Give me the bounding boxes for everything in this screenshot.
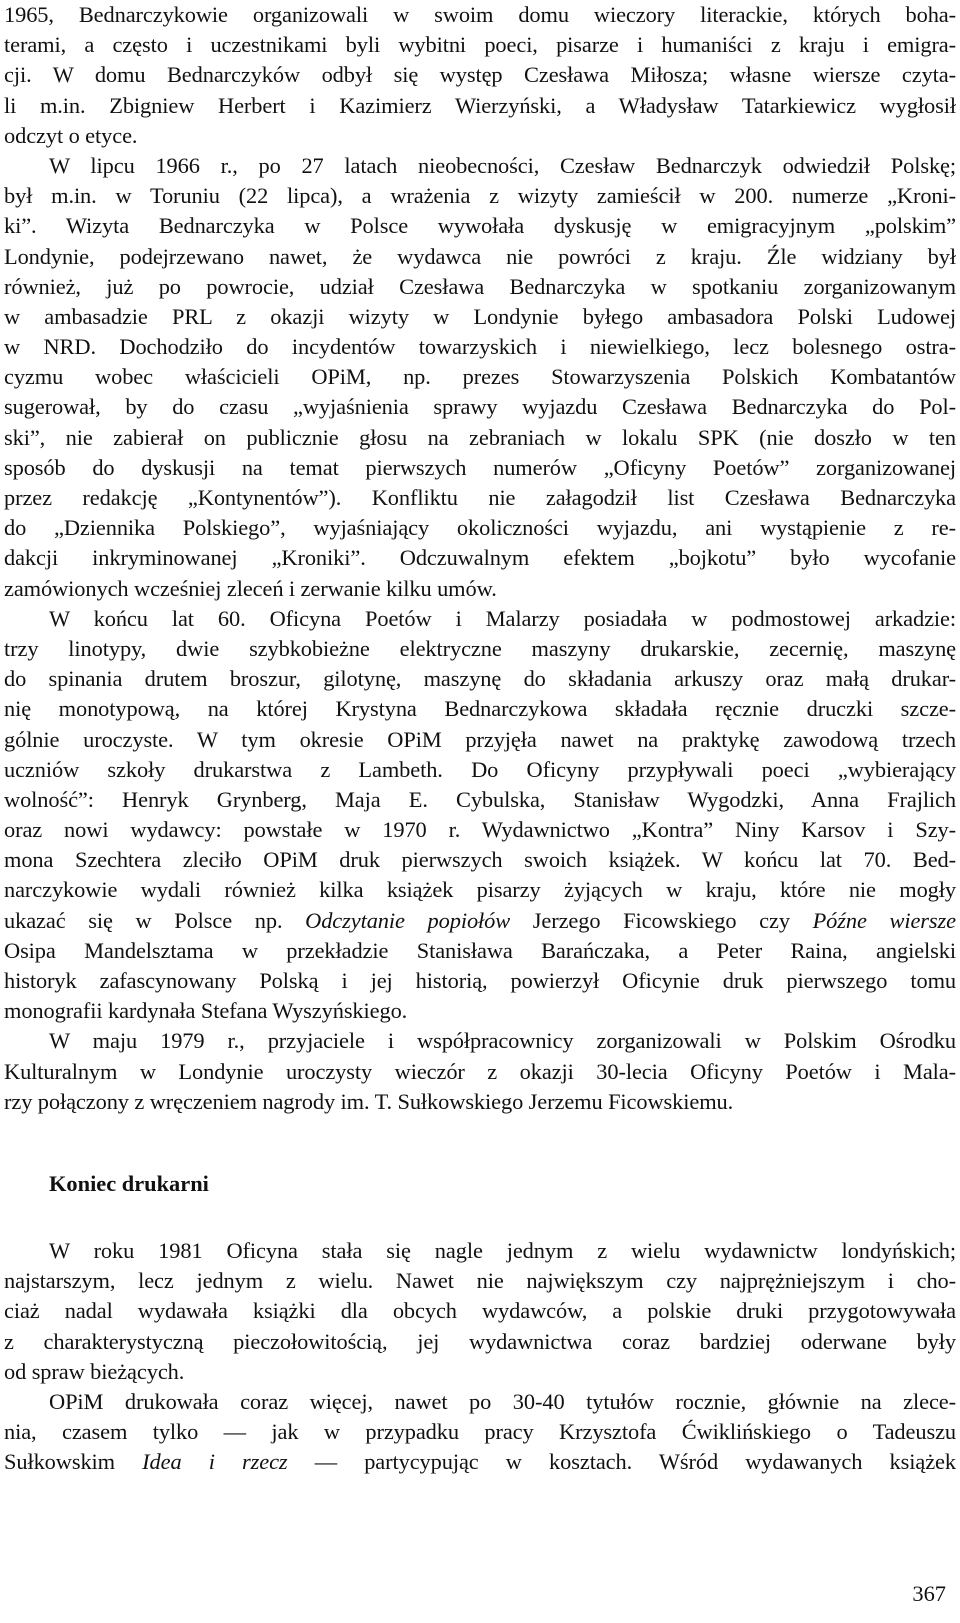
text-line: historyk zafascynowany Polską i jej historią, powierzył Oficynie druk pierwszego tomu: [4, 968, 956, 993]
text-line: W roku 1981 Oficyna stała się nagle jednym z wielu wydawnictw londyńskich;: [49, 1237, 956, 1263]
text-line: Kulturalnym w Londynie uroczysty wieczór z okazji 30-lecia Oficyny Poetów i Mala-: [4, 1058, 956, 1084]
spacer: [4, 1206, 956, 1236]
paragraph: [4, 1026, 956, 1117]
paragraph: [4, 1236, 956, 1387]
text-line: W maju 1979 r., przyjaciele i współpracownicy zorganizowali w Polskim Ośrodku: [49, 1028, 956, 1054]
book-title-italic: Odczytanie popiołów: [305, 907, 511, 933]
text-line: z charakterystyczną pieczołowitością, jej wydawnictwa coraz bardziej oderwane były: [4, 1328, 956, 1354]
text-line: rzy połączony z wręczeniem nagrody im. T. Sułkowskiego Jerzemu Ficowskiemu.: [4, 1088, 734, 1114]
text-line: trzy linotypy, dwie szybkobieżne elektryczne maszyny drukarskie, zecernię, maszynę: [4, 635, 956, 661]
page-number: 367: [912, 1581, 946, 1606]
text-line: mona Szechtera zleciło OPiM druk pierwszych swoich książek. W końcu lat 70. Bed-: [4, 847, 956, 873]
book-title-italic: Idea i rzecz: [142, 1449, 288, 1475]
text-line: do spinania drutem broszur, gilotynę, maszynę do składania arkuszy oraz małą drukar-: [4, 666, 956, 692]
paragraph: [4, 0, 956, 151]
book-title-italic: Późne wiersze: [812, 907, 956, 933]
text-line: zamówionych wcześniej zleceń i zerwanie kilku umów.: [4, 575, 497, 601]
section-heading: Koniec drukarni: [49, 1170, 209, 1196]
text-line: nię monotypową, na której Krystyna Bednarczykowa składała ręcznie druczki szcze-: [4, 696, 956, 722]
paragraph: [4, 151, 956, 604]
text-line: wolność”: Henryk Grynberg, Maja E. Cybulska, Stanisław Wygodzki, Anna Frajlich: [4, 786, 956, 812]
paragraph: [4, 1387, 956, 1478]
text-line: Osipa Mandelsztama w przekładzie Stanisława Barańczaka, a Peter Raina, angielski: [4, 937, 956, 963]
text-line: również, już po powrocie, udział Czesława Bednarczyka w spotkaniu zorganizowanym: [4, 273, 956, 299]
text-line: ciaż nadal wydawała książki dla obcych wydawców, a polskie druki przygotowywała: [4, 1298, 956, 1324]
text-line: [4, 1447, 956, 1477]
text-line: sugerował, by do czasu „wyjaśnienia sprawy wyjazdu Czesława Bednarczyka do Pol-: [4, 394, 956, 420]
text-line: gólnie uroczyste. W tym okresie OPiM przyjęła nawet na praktykę zawodową trzech: [4, 726, 956, 752]
text-line: W końcu lat 60. Oficyna Poetów i Malarzy posiadała w podmostowej arkadzie:: [49, 605, 956, 631]
text-line: uczniów szkoły drukarstwa z Lambeth. Do Oficyny przypływali poeci „wybierający: [4, 756, 956, 782]
text-run: Jerzego Ficowskiego czy: [510, 907, 813, 933]
spacer: [4, 1117, 956, 1162]
text-line: OPiM drukowała coraz więcej, nawet po 30-40 tytułów rocznie, głównie na zlece-: [49, 1388, 956, 1414]
text-line: [4, 906, 956, 936]
text-line: przez redakcję „Kontynentów”). Konfliktu nie załagodził list Czesława Bednarczyka: [4, 485, 956, 510]
text-line: ki”. Wizyta Bednarczyka w Polsce wywołała dyskusję w emigracyjnym „polskim”: [4, 213, 956, 239]
text-line: był m.in. w Toruniu (22 lipca), a wrażenia z wizyty zamieścił w 200. numerze „Kroni-: [4, 183, 956, 209]
text-line: dakcji inkryminowanej „Kroniki”. Odczuwalnym efektem „bojkotu” było wycofanie: [4, 545, 956, 571]
text-line: od spraw bieżących.: [4, 1358, 185, 1384]
text-line: li m.in. Zbigniew Herbert i Kazimierz Wierzyński, a Władysław Tatarkiewicz wygłosił: [4, 92, 956, 118]
text-line: w NRD. Dochodziło do incydentów towarzyskich i niewielkiego, lecz bolesnego ostra-: [4, 334, 956, 360]
text-line: 1965, Bednarczykowie organizowali w swoim domu wieczory literackie, których boha-: [4, 2, 956, 27]
text-line: ski”, nie zabierał on publicznie głosu na zebraniach w lokalu SPK (nie doszło w ten: [4, 424, 956, 450]
text-run: ukazać się w Polsce np.: [4, 907, 306, 933]
paragraph: [4, 604, 956, 1027]
text-line: cji. W domu Bednarczyków odbył się występ Czesława Miłosza; własne wiersze czyta-: [4, 62, 956, 88]
text-line: nia, czasem tylko — jak w przypadku pracy Krzysztofa Ćwiklińskiego o Tadeuszu: [4, 1419, 956, 1445]
text-line: W lipcu 1966 r., po 27 latach nieobecności, Czesław Bednarczyk odwiedził Polskę;: [49, 152, 956, 178]
text-line: cyzmu wobec właścicieli OPiM, np. prezes Stowarzyszenia Polskich Kombatantów: [4, 364, 956, 390]
text-line: monografii kardynała Stefana Wyszyńskiego.: [4, 998, 408, 1024]
text-line: sposób do dyskusji na temat pierwszych numerów „Oficyny Poetów” zorganizowanej: [4, 454, 956, 480]
text-line: narczykowie wydali również kilka książek pisarzy żyjących w kraju, które nie mogły: [4, 877, 956, 903]
document-page: [4, 0, 956, 1477]
text-line: do „Dziennika Polskiego”, wyjaśniający okoliczności wyjazdu, ani wystąpienie z re-: [4, 515, 956, 541]
text-line: Londynie, podejrzewano nawet, że wydawca nie powróci z kraju. Źle widziany był: [4, 243, 956, 269]
text-line: odczyt o etyce.: [4, 122, 138, 148]
text-line: w ambasadzie PRL z okazji wizyty w Londynie byłego ambasadora Polski Ludowej: [4, 303, 956, 329]
text-line: najstarszym, lecz jednym z wielu. Nawet nie największym czy najprężniejszym i cho-: [4, 1268, 956, 1294]
text-run: — partycypując w kosztach. Wśród wydawanych książek: [287, 1449, 956, 1475]
text-run: Sułkowskim: [4, 1449, 143, 1475]
text-line: terami, a często i uczestnikami byli wybitni poeci, pisarze i humaniści z kraju i emigra-: [4, 32, 956, 58]
text-line: oraz nowi wydawcy: powstałe w 1970 r. Wydawnictwo „Kontra” Niny Karsov i Szy-: [4, 817, 956, 843]
